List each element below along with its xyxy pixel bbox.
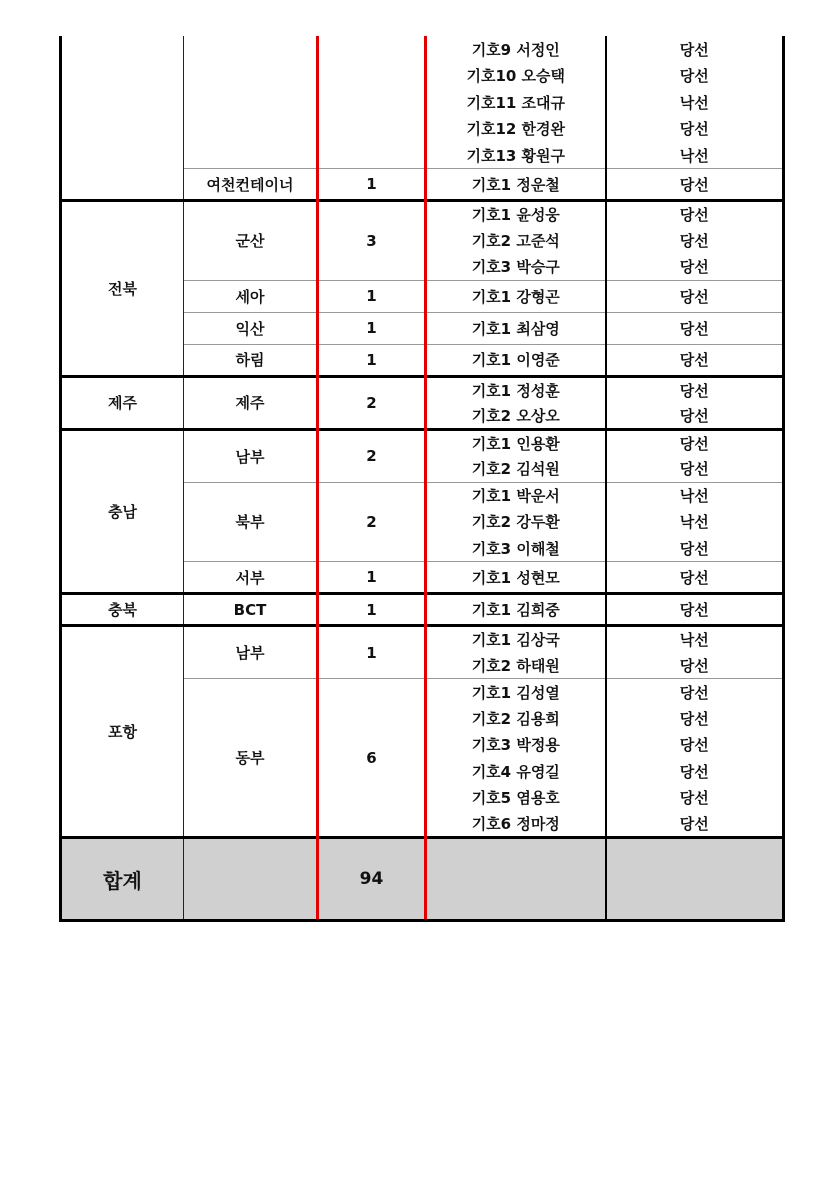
branch-name: 여천컨테이너 <box>184 169 318 201</box>
candidate-label: 기호1 최삼영 <box>426 312 606 344</box>
seat-count: 1 <box>318 594 426 626</box>
branch-name: 익산 <box>184 312 318 344</box>
candidate-label: 기호2 오상오 <box>426 403 606 430</box>
candidate-label: 기호3 이해철 <box>426 535 606 562</box>
result-status: 당선 <box>606 376 784 403</box>
table-row <box>61 626 784 653</box>
candidate-label: 기호5 염용호 <box>426 785 606 812</box>
result-status: 낙선 <box>606 509 784 536</box>
candidate-label: 기호11 조대규 <box>426 89 606 116</box>
result-status: 당선 <box>606 63 784 90</box>
seat-count: 1 <box>318 562 426 594</box>
candidate-label: 기호2 김용희 <box>426 705 606 732</box>
candidate-label: 기호1 강형곤 <box>426 280 606 312</box>
result-status: 당선 <box>606 811 784 838</box>
result-status: 당선 <box>606 280 784 312</box>
result-status: 당선 <box>606 312 784 344</box>
result-status: 당선 <box>606 429 784 456</box>
seat-count: 3 <box>318 201 426 281</box>
seat-count: 1 <box>318 169 426 201</box>
total-empty-branch <box>184 838 318 921</box>
total-row <box>61 838 784 921</box>
total-empty-candidate <box>426 838 606 921</box>
candidate-label: 기호1 정운철 <box>426 169 606 201</box>
candidate-label: 기호2 김석원 <box>426 456 606 483</box>
candidate-label: 기호13 황원구 <box>426 142 606 169</box>
seat-count: 2 <box>318 482 426 562</box>
seat-count: 1 <box>318 312 426 344</box>
candidate-label: 기호10 오승택 <box>426 63 606 90</box>
region-name <box>61 36 184 201</box>
candidate-label: 기호1 김희중 <box>426 594 606 626</box>
branch-name: 하림 <box>184 344 318 376</box>
candidate-label: 기호9 서정인 <box>426 36 606 63</box>
result-status: 당선 <box>606 785 784 812</box>
table-row <box>61 594 784 626</box>
candidate-label: 기호2 고준석 <box>426 227 606 254</box>
result-status: 당선 <box>606 403 784 430</box>
result-status: 당선 <box>606 732 784 759</box>
candidate-label: 기호1 김상국 <box>426 626 606 653</box>
total-label: 합계 <box>61 838 184 921</box>
seat-count: 1 <box>318 280 426 312</box>
region-name: 포항 <box>61 626 184 838</box>
candidate-label: 기호3 박승구 <box>426 254 606 281</box>
result-status: 당선 <box>606 456 784 483</box>
election-results-table <box>59 36 785 922</box>
branch-name: 남부 <box>184 429 318 482</box>
total-empty-result <box>606 838 784 921</box>
result-status: 당선 <box>606 652 784 679</box>
result-status: 당선 <box>606 705 784 732</box>
branch-name: BCT <box>184 594 318 626</box>
candidate-label: 기호1 성현모 <box>426 562 606 594</box>
region-name: 제주 <box>61 376 184 429</box>
table-body <box>61 36 784 838</box>
result-status: 낙선 <box>606 142 784 169</box>
result-status: 당선 <box>606 679 784 706</box>
region-name: 전북 <box>61 201 184 377</box>
branch-name: 서부 <box>184 562 318 594</box>
result-status: 당선 <box>606 758 784 785</box>
seat-count: 1 <box>318 626 426 679</box>
seat-count <box>318 36 426 169</box>
table-row <box>61 376 784 403</box>
candidate-label: 기호1 박운서 <box>426 482 606 509</box>
seat-count: 2 <box>318 429 426 482</box>
seat-count: 6 <box>318 679 426 838</box>
candidate-label: 기호2 강두환 <box>426 509 606 536</box>
table-row <box>61 429 784 456</box>
branch-name: 세아 <box>184 280 318 312</box>
result-status: 당선 <box>606 116 784 143</box>
result-status: 당선 <box>606 36 784 63</box>
result-status: 당선 <box>606 201 784 228</box>
candidate-label: 기호2 하태원 <box>426 652 606 679</box>
seat-count: 1 <box>318 344 426 376</box>
result-status: 당선 <box>606 535 784 562</box>
candidate-label: 기호1 이영준 <box>426 344 606 376</box>
branch-name: 남부 <box>184 626 318 679</box>
table-row <box>61 36 784 63</box>
candidate-label: 기호4 유영길 <box>426 758 606 785</box>
result-status: 당선 <box>606 169 784 201</box>
candidate-label: 기호6 정마정 <box>426 811 606 838</box>
result-status: 낙선 <box>606 482 784 509</box>
candidate-label: 기호12 한경완 <box>426 116 606 143</box>
candidate-label: 기호1 정성훈 <box>426 376 606 403</box>
region-name: 충북 <box>61 594 184 626</box>
branch-name: 제주 <box>184 376 318 429</box>
total-count: 94 <box>318 838 426 921</box>
candidate-label: 기호3 박정용 <box>426 732 606 759</box>
candidate-label: 기호1 윤성웅 <box>426 201 606 228</box>
result-status: 낙선 <box>606 626 784 653</box>
branch-name <box>184 36 318 169</box>
result-status: 당선 <box>606 254 784 281</box>
result-status: 당선 <box>606 594 784 626</box>
region-name: 충남 <box>61 429 184 594</box>
branch-name: 군산 <box>184 201 318 281</box>
result-status: 낙선 <box>606 89 784 116</box>
result-status: 당선 <box>606 344 784 376</box>
branch-name: 북부 <box>184 482 318 562</box>
branch-name: 동부 <box>184 679 318 838</box>
candidate-label: 기호1 인용환 <box>426 429 606 456</box>
table-row <box>61 201 784 228</box>
candidate-label: 기호1 김성열 <box>426 679 606 706</box>
result-status: 당선 <box>606 562 784 594</box>
seat-count: 2 <box>318 376 426 429</box>
result-status: 당선 <box>606 227 784 254</box>
